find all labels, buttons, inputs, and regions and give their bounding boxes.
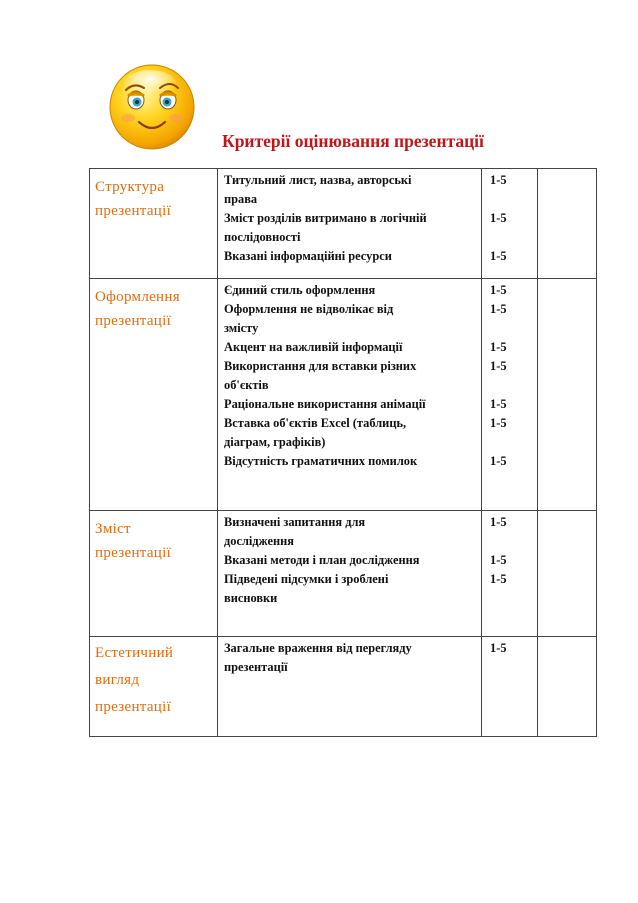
criteria-line: висновки bbox=[224, 591, 278, 605]
criteria-line: презентації bbox=[224, 660, 288, 674]
criteria-cell bbox=[218, 279, 482, 511]
score-value: 1-5 bbox=[490, 454, 507, 468]
criteria-line: Вказані інформаційні ресурси bbox=[224, 249, 392, 263]
score-value: 1-5 bbox=[490, 359, 507, 373]
criteria-line: Визначені запитання для bbox=[224, 515, 366, 529]
score-cell bbox=[482, 511, 538, 637]
criteria-cell bbox=[218, 169, 482, 279]
score-value: 1-5 bbox=[490, 302, 507, 316]
criteria-line: права bbox=[224, 192, 258, 206]
empty-cell bbox=[538, 637, 597, 737]
criteria-line: Раціональне використання анімації bbox=[224, 397, 426, 411]
category-line: Зміст bbox=[95, 521, 131, 537]
criteria-line: Титульний лист, назва, авторські bbox=[224, 173, 412, 187]
criteria-cell bbox=[218, 511, 482, 637]
category-line: презентації bbox=[95, 699, 172, 715]
score-value: 1-5 bbox=[490, 416, 507, 430]
score-value: 1-5 bbox=[490, 572, 507, 586]
score-value bbox=[490, 433, 537, 452]
score-value bbox=[490, 190, 537, 209]
criteria-line: Оформлення не відволікає від bbox=[224, 302, 394, 316]
criteria-line: Загальне враження від перегляду bbox=[224, 641, 412, 655]
score-value: 1-5 bbox=[490, 397, 507, 411]
criteria-line: Зміст розділів витримано в логічній bbox=[224, 211, 427, 225]
category-line: вигляд bbox=[95, 672, 140, 688]
empty-cell bbox=[538, 169, 597, 279]
criteria-line: Підведені підсумки і зроблені bbox=[224, 572, 389, 586]
category-line: Структура bbox=[95, 179, 165, 195]
page-title: Критерії оцінювання презентації bbox=[222, 131, 484, 151]
criteria-line: дослідження bbox=[224, 534, 294, 548]
category-cell bbox=[90, 637, 218, 737]
criteria-line: Відсутність граматичних помилок bbox=[224, 454, 418, 468]
criteria-line: змісту bbox=[224, 321, 259, 335]
score-cell bbox=[482, 637, 538, 737]
table-row bbox=[90, 511, 597, 637]
criteria-line: Вказані методи і план дослідження bbox=[224, 553, 420, 567]
empty-cell bbox=[538, 279, 597, 511]
criteria-table bbox=[89, 168, 597, 737]
score-value: 1-5 bbox=[490, 515, 507, 529]
criteria-line: об'єктів bbox=[224, 378, 269, 392]
category-cell bbox=[90, 279, 218, 511]
score-value: 1-5 bbox=[490, 173, 507, 187]
criteria-cell bbox=[218, 637, 482, 737]
criteria-line: Єдиний стиль оформлення bbox=[224, 283, 376, 297]
category-line: презентації bbox=[95, 203, 172, 219]
score-value: 1-5 bbox=[490, 340, 507, 354]
category-cell bbox=[90, 169, 218, 279]
category-line: Оформлення bbox=[95, 289, 180, 305]
empty-cell bbox=[538, 511, 597, 637]
score-value bbox=[490, 532, 537, 551]
category-line: Естетичний bbox=[95, 645, 174, 661]
score-value: 1-5 bbox=[490, 641, 507, 655]
criteria-line: Акцент на важливій інформації bbox=[224, 340, 403, 354]
score-value bbox=[490, 228, 537, 247]
table-row bbox=[90, 279, 597, 511]
criteria-line: послідовності bbox=[224, 230, 301, 244]
category-line: презентації bbox=[95, 313, 172, 329]
score-value: 1-5 bbox=[490, 249, 507, 263]
criteria-line: Використання для вставки різних bbox=[224, 359, 417, 373]
score-value: 1-5 bbox=[490, 211, 507, 225]
score-value: 1-5 bbox=[490, 283, 507, 297]
criteria-line: Вставка об'єктів Excel (таблиць, bbox=[224, 416, 407, 430]
score-value bbox=[490, 376, 537, 395]
category-cell bbox=[90, 511, 218, 637]
score-value bbox=[490, 319, 537, 338]
score-cell bbox=[482, 279, 538, 511]
category-line: презентації bbox=[95, 545, 172, 561]
smiley-face-icon bbox=[106, 60, 198, 152]
score-value: 1-5 bbox=[490, 553, 507, 567]
criteria-line: діаграм, графіків) bbox=[224, 435, 326, 449]
score-cell bbox=[482, 169, 538, 279]
table-row bbox=[90, 637, 597, 737]
table-row bbox=[90, 169, 597, 279]
